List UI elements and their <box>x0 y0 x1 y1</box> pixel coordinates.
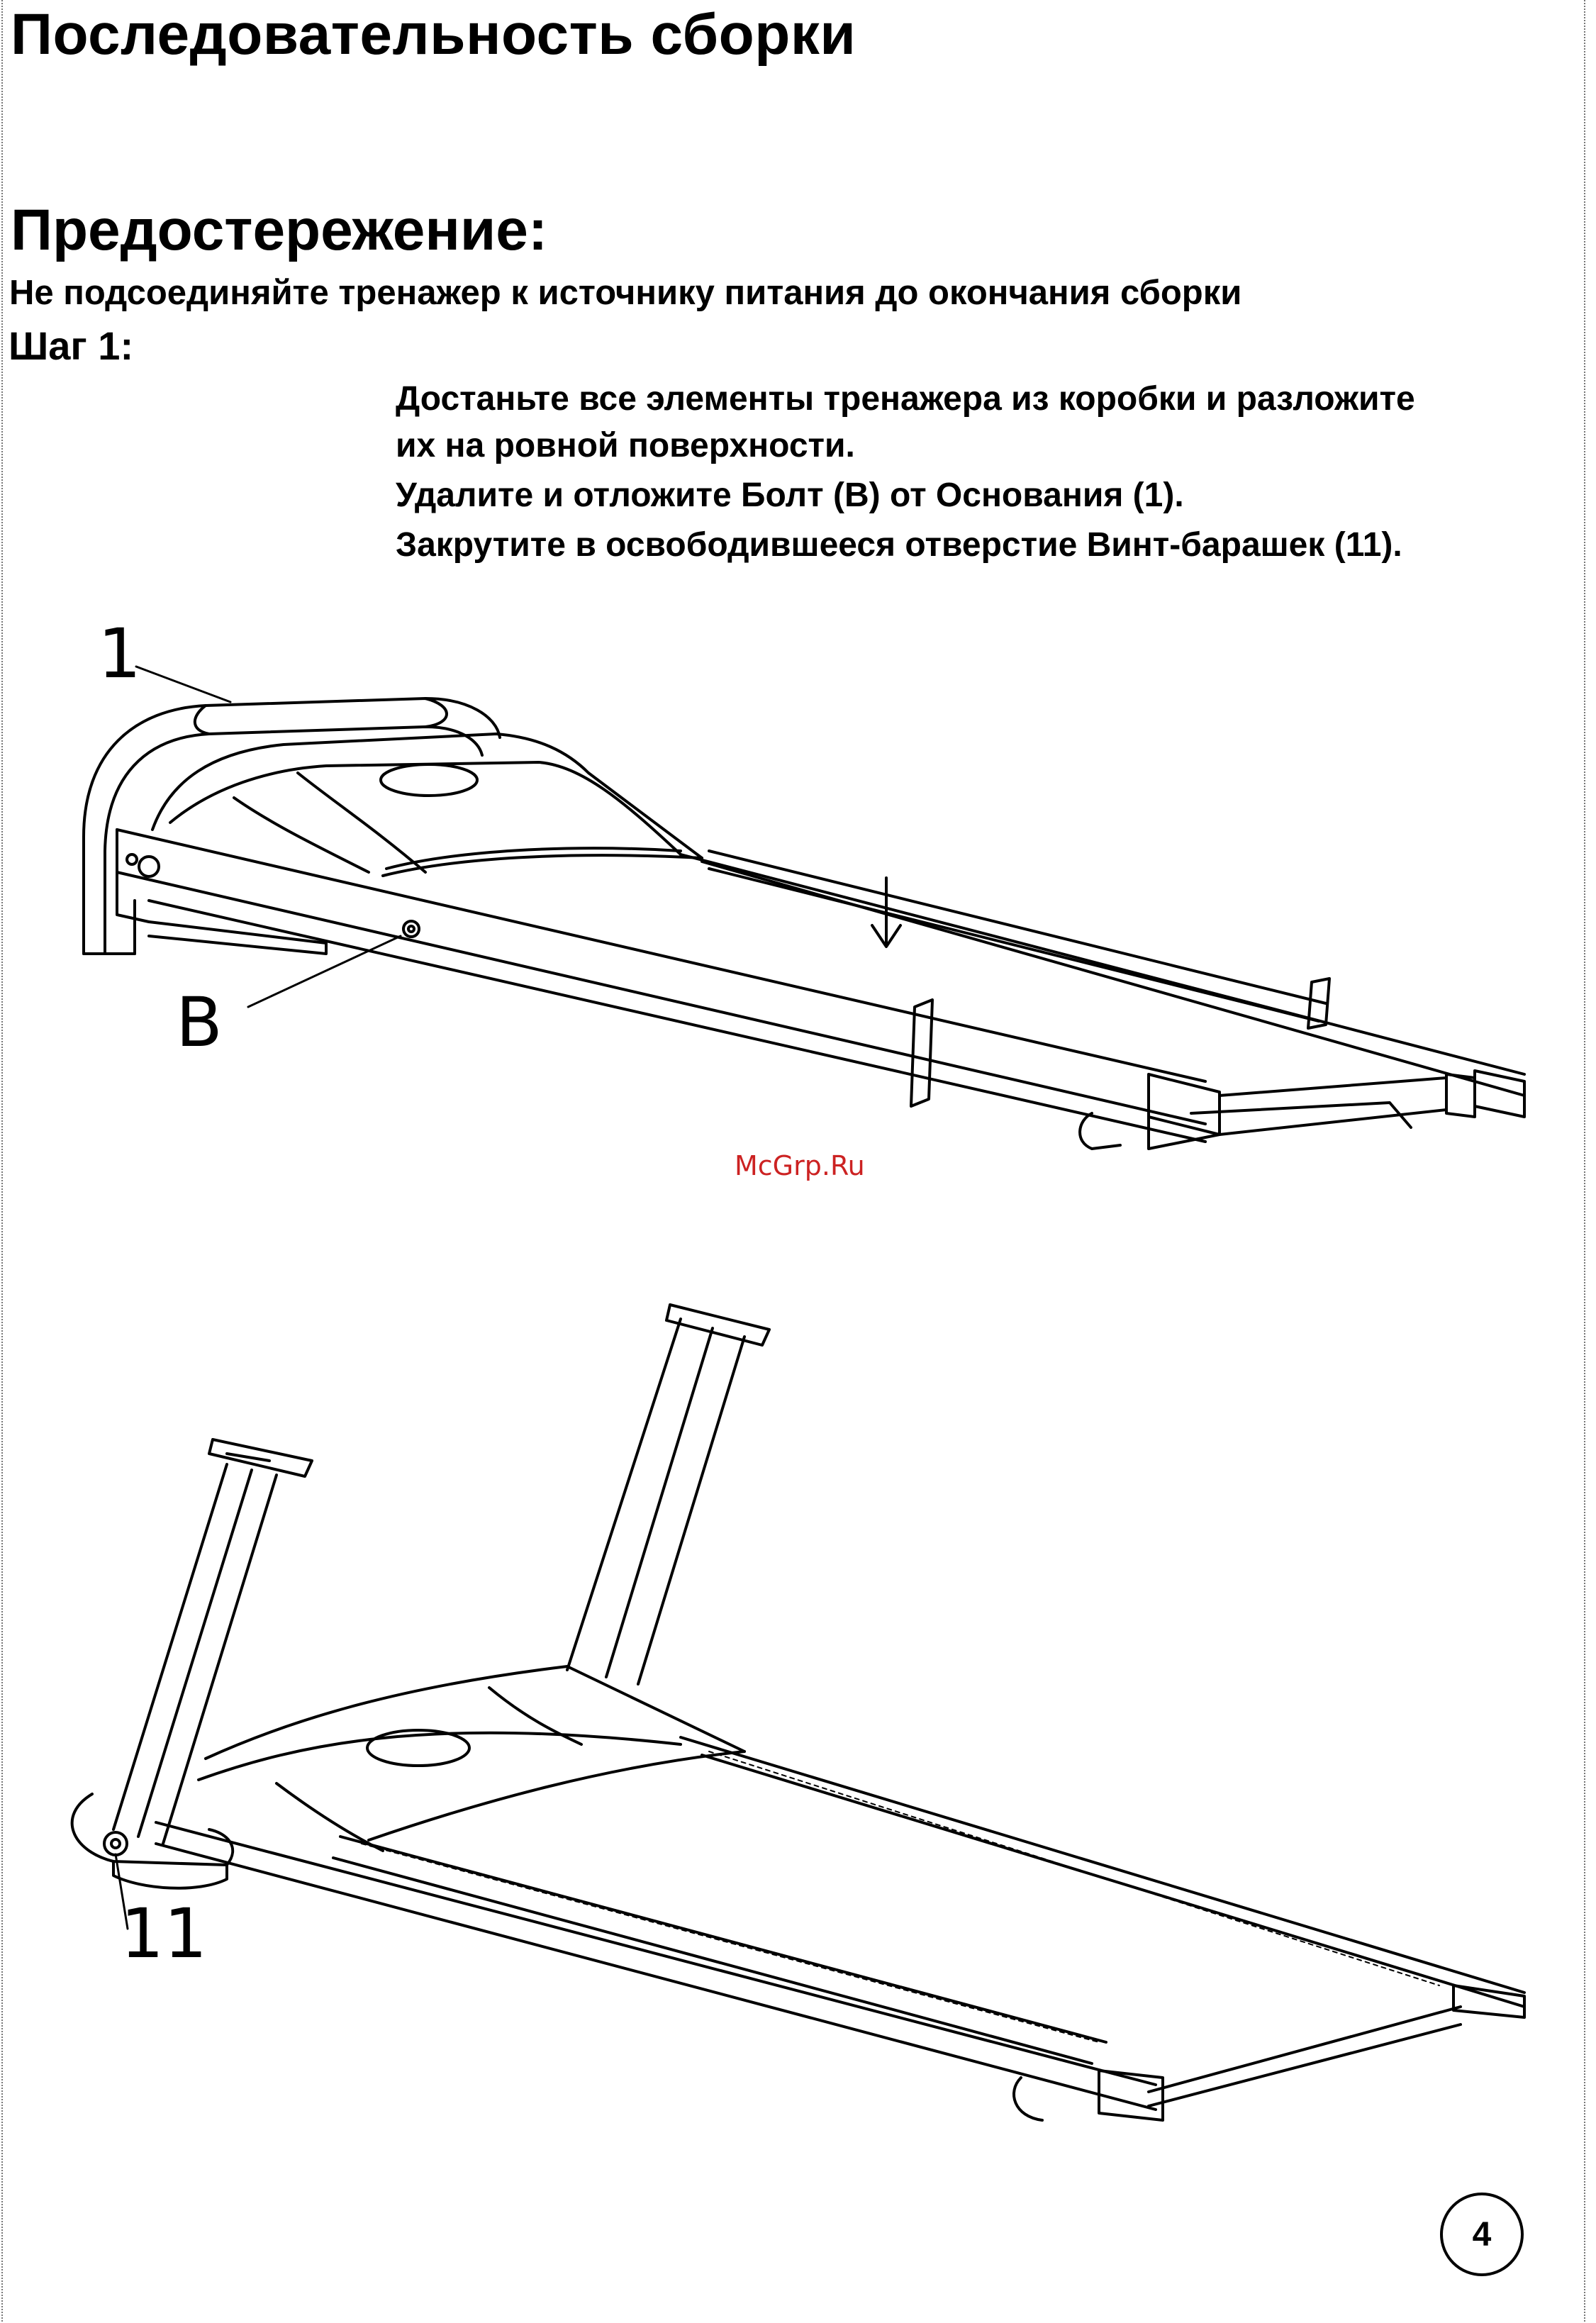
callout-bolt-label: B <box>176 983 223 1062</box>
page-number-badge <box>1440 2193 1524 2276</box>
treadmill-uprights-illustration <box>72 1305 1524 2120</box>
page-title: Последовательность сборки <box>11 2 856 67</box>
treadmill-base-illustration <box>84 667 1524 1149</box>
warning-heading: Предостережение: <box>11 198 548 262</box>
instruction-line: Закрутите в освободившееся отверстие Винт-барашек (11). <box>396 526 1402 564</box>
callout-knob-label: 11 <box>121 1894 208 1973</box>
warning-text: Не подсоединяйте тренажер к источнику питания до окончания сборки <box>9 274 1242 312</box>
instruction-line: Достаньте все элементы тренажера из коробки и разложите <box>396 380 1415 418</box>
watermark-text: McGrp.Ru <box>735 1150 865 1181</box>
instruction-line: Удалите и отложите Болт (B) от Основания (1). <box>396 477 1184 514</box>
page-number: 4 <box>1472 2215 1492 2254</box>
callout-base-label: 1 <box>98 614 142 693</box>
instruction-line: их на ровной поверхности. <box>396 427 855 464</box>
step-label: Шаг 1: <box>9 323 134 368</box>
